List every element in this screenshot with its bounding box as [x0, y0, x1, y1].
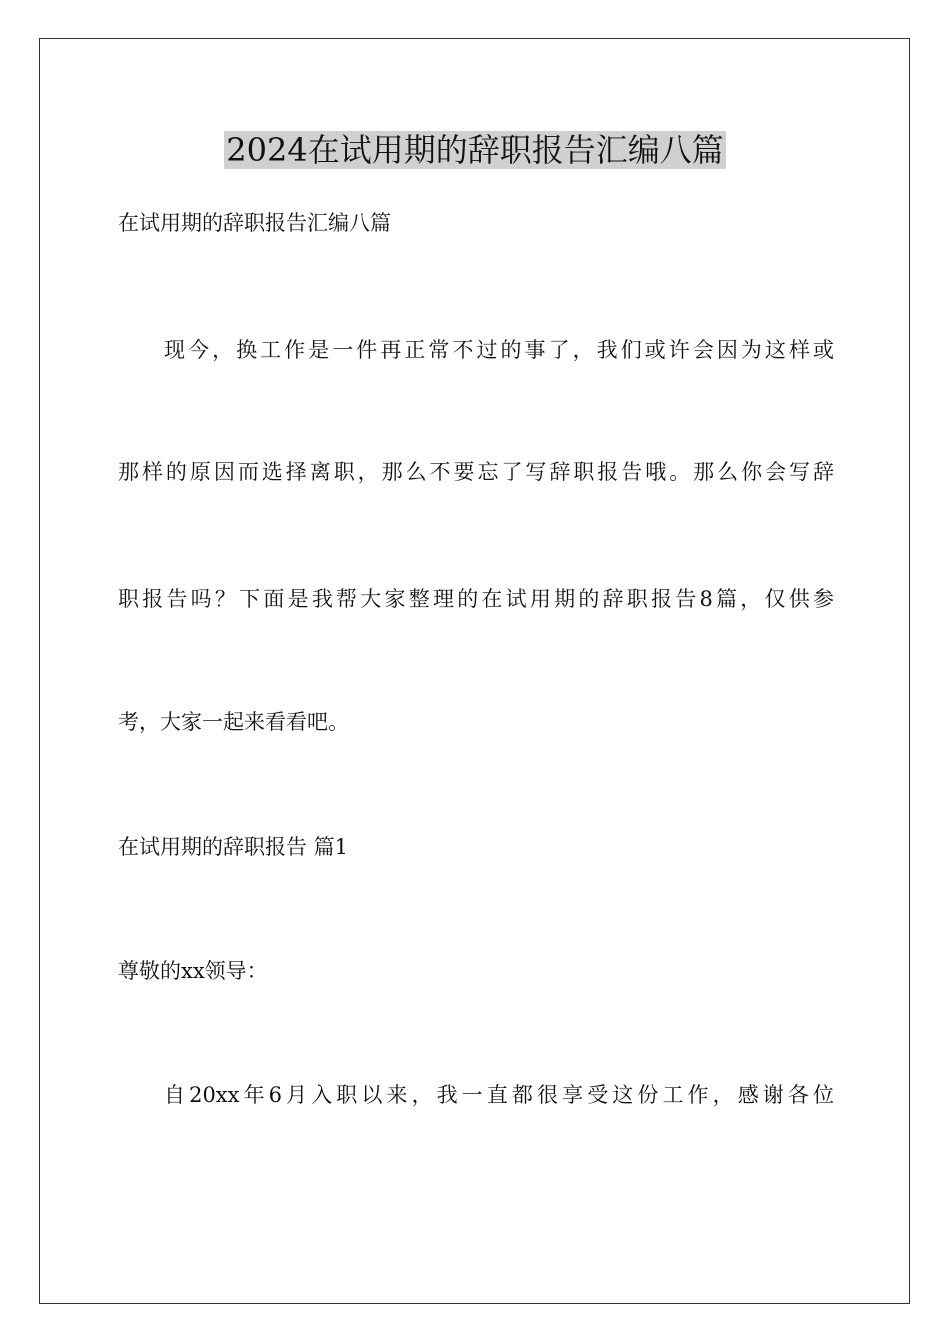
intro-line-2: 那样的原因而选择离职，那么不要忘了写辞职报告哦。那么你会写辞: [118, 460, 834, 484]
intro-line-4: 考，大家一起来看看吧。: [118, 710, 349, 734]
section-heading: 在试用期的辞职报告 篇1: [118, 835, 349, 859]
salutation: 尊敬的xx领导：: [118, 959, 268, 983]
intro-line-1: 现今，换工作是一件再正常不过的事了，我们或许会因为这样或: [164, 338, 834, 362]
intro-line-3: 职报告吗？下面是我帮大家整理的在试用期的辞职报告8篇，仅供参: [118, 587, 834, 611]
document-title: [0, 125, 950, 175]
document-subtitle: 在试用期的辞职报告汇编八篇: [118, 211, 391, 235]
body-line-1: 自20xx年6月入职以来，我一直都很享受这份工作，感谢各位: [164, 1083, 834, 1107]
document-title-text: 2024在试用期的辞职报告汇编八篇: [226, 131, 724, 169]
